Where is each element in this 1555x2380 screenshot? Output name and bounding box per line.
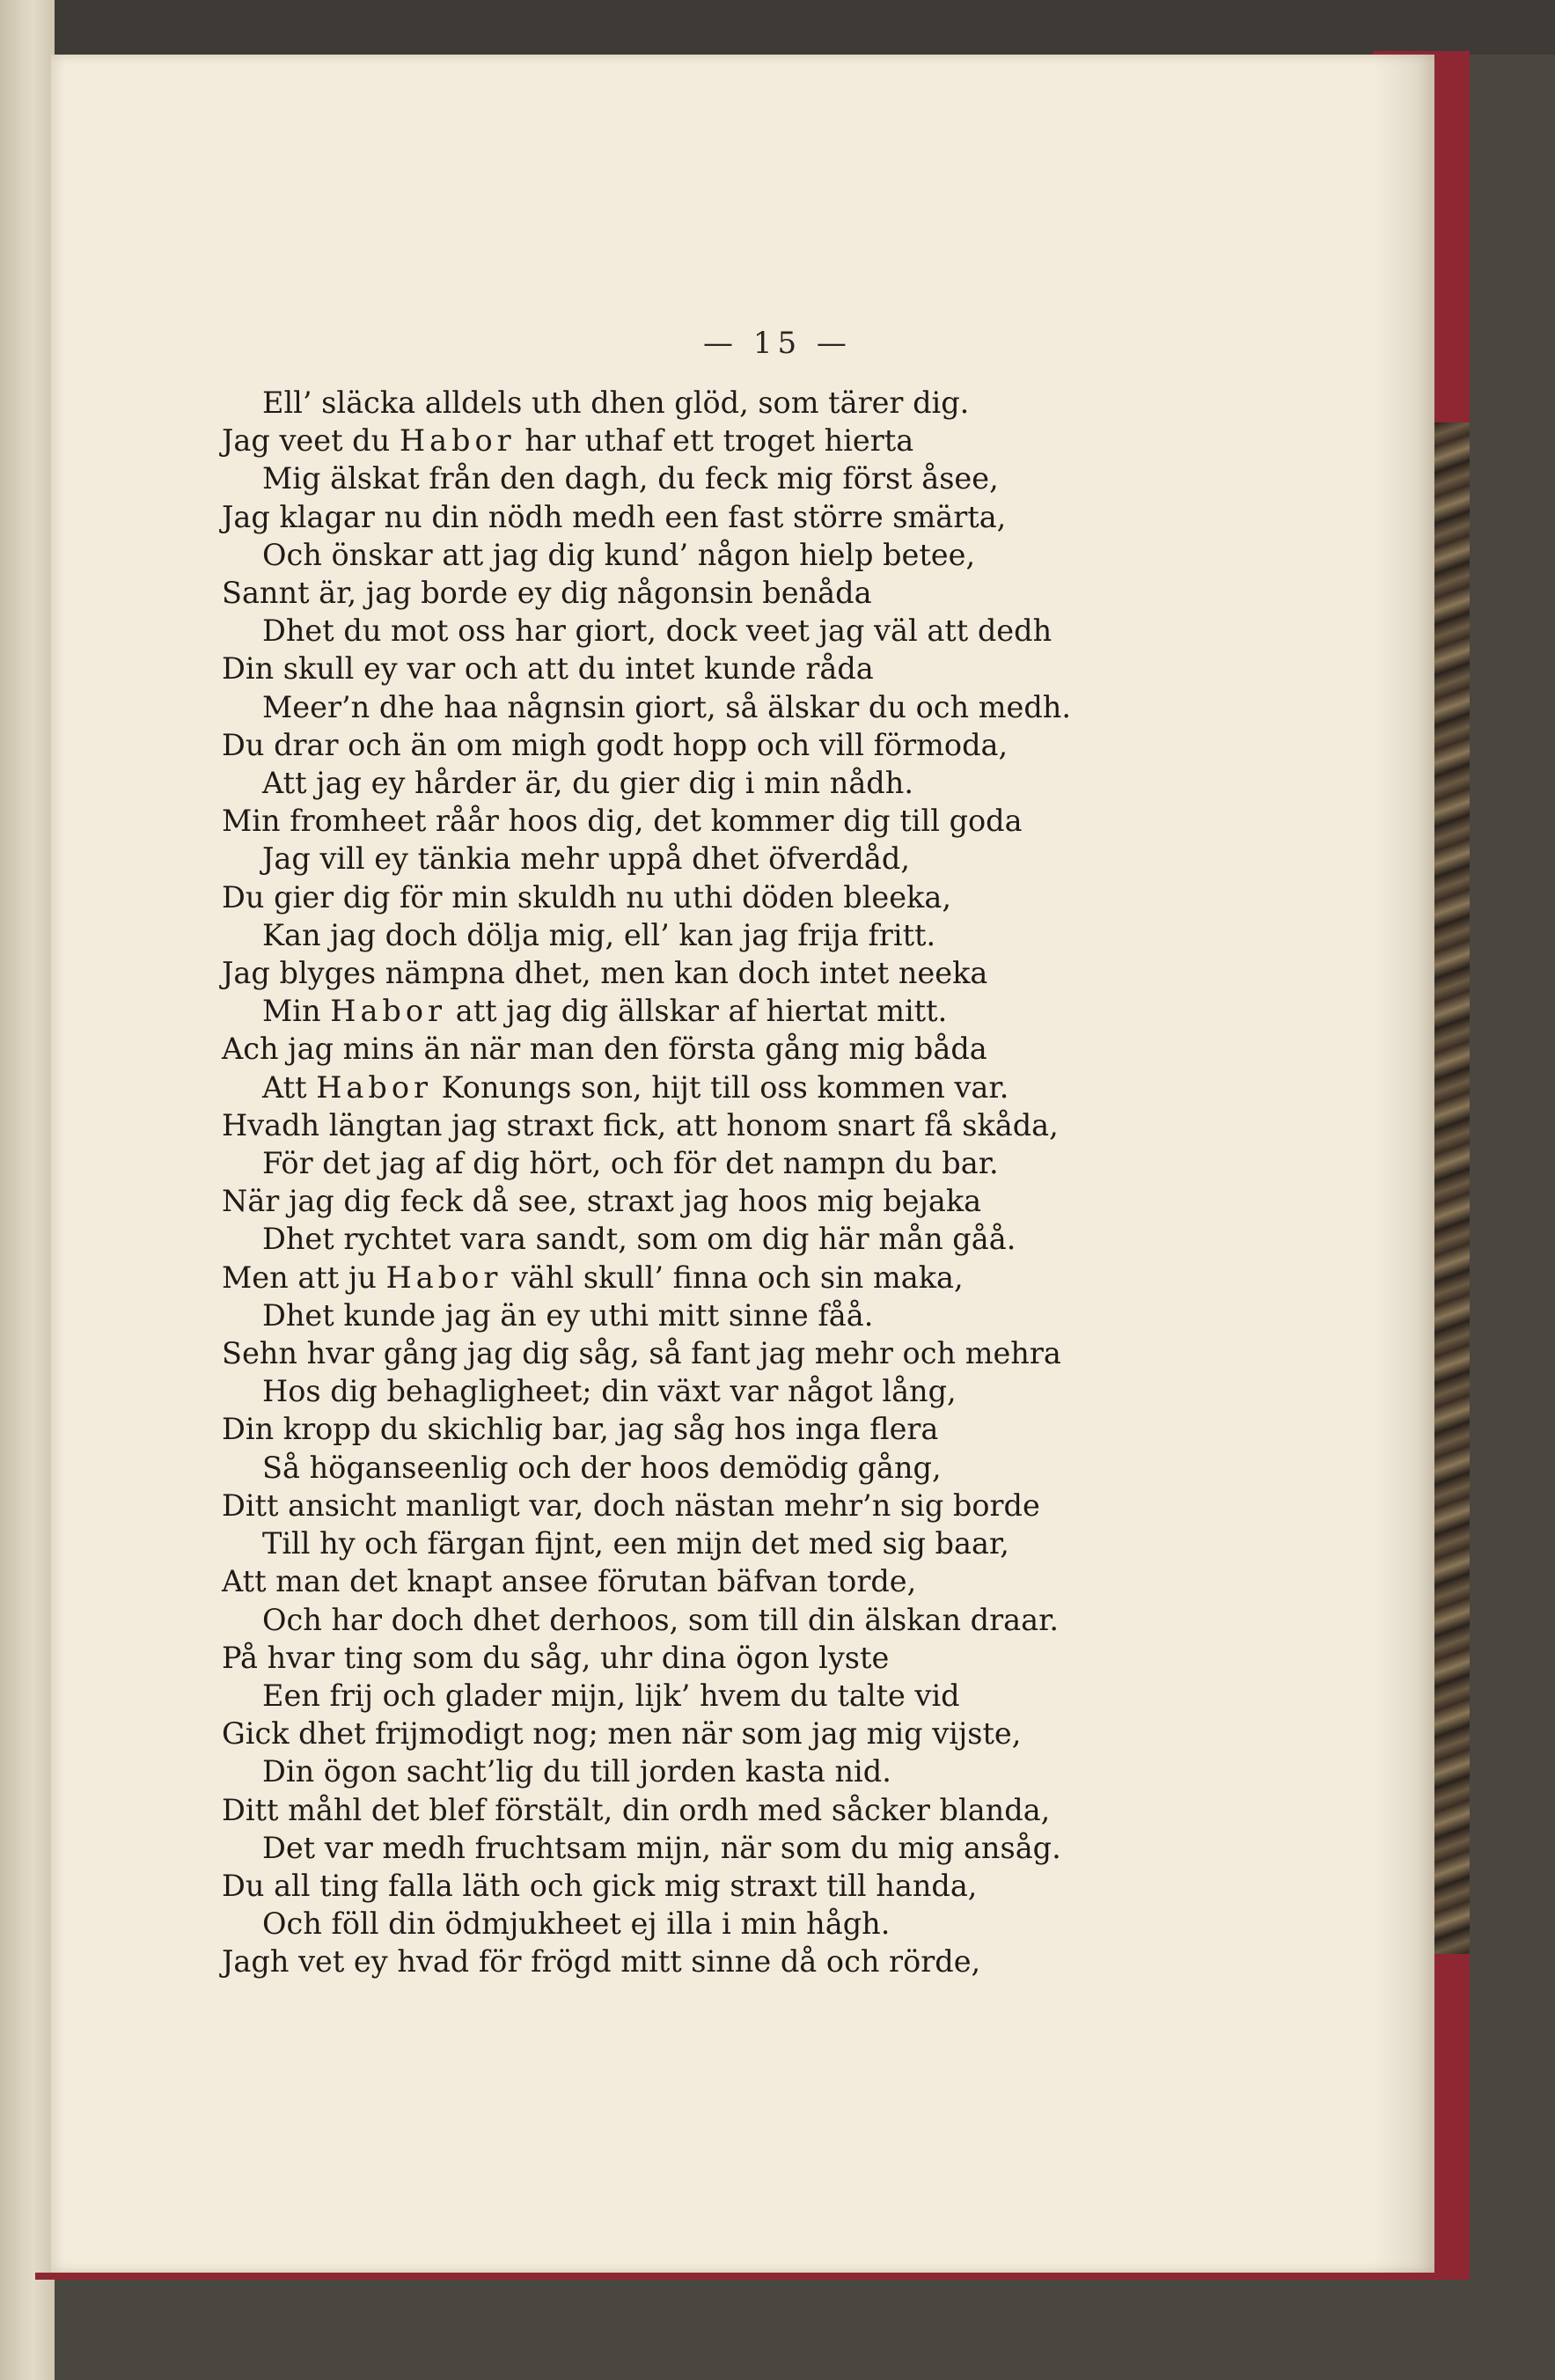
verse-text: Din kropp du skichlig bar, jag såg hos inga flera <box>222 1412 939 1447</box>
verse-text: Ell’ släcka alldels uth dhen glöd, som tärer dig. <box>262 386 970 420</box>
verse-text: Och har doch dhet derhoos, som till din älskan draar. <box>262 1602 1060 1637</box>
verse-text: Jag klagar nu din nödh medh een fast större smärta, <box>222 499 1007 534</box>
verse-line <box>222 1752 1366 1790</box>
verse-line <box>222 1144 1366 1182</box>
verse-line <box>222 1487 1366 1524</box>
verse-line <box>222 1943 1366 1980</box>
verse-text: Och önskar att jag dig kund’ någon hielp betee, <box>262 537 976 572</box>
verse-line <box>222 1372 1366 1410</box>
verse-line <box>222 574 1366 612</box>
page-number: — 15 — <box>703 326 852 361</box>
verse-line <box>222 1334 1366 1372</box>
verse-text: har uthaf ett troget hierta <box>515 423 914 459</box>
verse-text: Ditt måhl det blef förstält, din ordh med såcker blanda, <box>222 1792 1051 1827</box>
verse-text: Jag vill ey tänkia mehr uppå dhet öfverdåd, <box>262 841 910 877</box>
verse-line <box>222 1259 1366 1297</box>
verse-line <box>222 1639 1366 1677</box>
verse-line <box>222 992 1366 1030</box>
verse-line <box>222 954 1366 992</box>
verse-text: Jag blyges nämpna dhet, men kan doch intet neeka <box>222 956 988 991</box>
background-top <box>0 0 1555 55</box>
verse-line <box>222 1905 1366 1943</box>
verse-text: att jag dig ällskar af hiertat mitt. <box>446 994 948 1029</box>
verse-text: Meer’n dhe haa någnsin giort, så älskar du och medh. <box>262 689 1072 724</box>
verse-text: Dhet kunde jag än ey uthi mitt sinne fåå. <box>262 1297 874 1333</box>
verse-text: För det jag af dig hört, och för det nampn du bar. <box>262 1146 999 1181</box>
verse-text: Att man det knapt ansee förutan bäfvan torde, <box>222 1564 917 1599</box>
verse-line <box>222 1867 1366 1905</box>
verse-line <box>222 1106 1366 1144</box>
verse-text: Dhet rychtet vara sandt, som om dig här mån gåå. <box>262 1222 1016 1257</box>
verse-text: Att <box>262 1069 317 1105</box>
verse-text: Så höganseenlig och der hoos demödig gång, <box>262 1450 942 1485</box>
verse-line <box>222 1791 1366 1829</box>
verse-text: Att jag ey hårder är, du gier dig i min nådh. <box>262 766 913 801</box>
verse-line <box>222 612 1366 650</box>
verse-text: Ach jag mins än när man den första gång mig båda <box>222 1032 987 1067</box>
verse-line <box>222 1677 1366 1715</box>
verse-text: På hvar ting som du såg, uhr dina ögon lyste <box>222 1640 890 1675</box>
verse-text: Min <box>262 994 331 1029</box>
verse-line <box>222 1410 1366 1448</box>
verse-line <box>222 1524 1366 1562</box>
verse-text: Gick dhet frijmodigt nog; men när som jag mig vijste, <box>222 1716 1022 1752</box>
verse-text: Du all ting falla läth och gick mig straxt till handa, <box>222 1868 978 1903</box>
verse-line <box>222 1220 1366 1258</box>
verse-text: Hos dig behagligheet; din växt var något lång, <box>262 1374 957 1409</box>
cover-bottom-edge <box>35 2273 1470 2280</box>
verse-text: Ditt ansicht manligt var, doch nästan mehr’n sig borde <box>222 1488 1040 1523</box>
verse-text: Sannt är, jag borde ey dig någonsin benåda <box>222 576 872 611</box>
verse-text: Sehn hvar gång jag dig såg, så fant jag mehr och mehra <box>222 1336 1061 1371</box>
verse-text: Din skull ey var och att du intet kunde råda <box>222 651 874 687</box>
verse-line <box>222 1562 1366 1600</box>
verse-line <box>222 422 1366 459</box>
verse-text: Men att ju <box>222 1260 386 1295</box>
verse-line <box>222 764 1366 802</box>
verse-line <box>222 1601 1366 1639</box>
verse-text: Een frij och glader mijn, lijk’ hvem du talte vid <box>262 1678 960 1713</box>
verse-text: Mig älskat från den dagh, du feck mig först åsee, <box>262 461 999 496</box>
verse-line <box>222 1715 1366 1752</box>
verse-line <box>222 726 1366 764</box>
verse-text: Du gier dig för min skuldh nu uthi döden bleeka, <box>222 879 951 915</box>
verse-line <box>222 384 1366 422</box>
verse-text: Och föll din ödmjukheet ej illa i min hågh. <box>262 1906 891 1942</box>
verse-line <box>222 650 1366 687</box>
verse-line <box>222 459 1366 497</box>
verse-line <box>222 1829 1366 1867</box>
poem-text <box>222 384 1366 1981</box>
verse-text: Konungs son, hijt till oss kommen var. <box>432 1069 1009 1105</box>
verse-text: Jagh vet ey hvad för frögd mitt sinne då och rörde, <box>222 1944 981 1980</box>
verse-text: Till hy och färgan fijnt, een mijn det med sig baar, <box>262 1526 1009 1561</box>
name-habor: Habor <box>399 423 516 459</box>
verse-line <box>222 1449 1366 1487</box>
verse-line <box>222 1182 1366 1220</box>
verse-line <box>222 1297 1366 1334</box>
verse-line <box>222 802 1366 840</box>
name-habor: Habor <box>330 994 447 1029</box>
name-habor: Habor <box>316 1069 433 1105</box>
verse-text: Det var medh fruchtsam mijn, när som du mig ansåg. <box>262 1830 1061 1865</box>
verse-text: Kan jag doch dölja mig, ell’ kan jag frija fritt. <box>262 917 936 952</box>
verse-line <box>222 916 1366 954</box>
name-habor: Habor <box>385 1260 502 1295</box>
verse-line <box>222 878 1366 916</box>
verse-line <box>222 840 1366 878</box>
verse-text: Min fromheet råår hoos dig, det kommer dig till goda <box>222 804 1023 839</box>
verse-line <box>222 1069 1366 1106</box>
verse-line <box>222 498 1366 536</box>
page-gutter-shadow <box>1373 55 1434 2273</box>
verse-text: Du drar och än om migh godt hopp och vill förmoda, <box>222 727 1009 762</box>
verse-text: Din ögon sacht’lig du till jorden kasta nid. <box>262 1754 891 1789</box>
verse-line <box>222 688 1366 726</box>
verse-line <box>222 1030 1366 1068</box>
verse-text: Hvadh längtan jag straxt fick, att honom snart få skåda, <box>222 1107 1059 1142</box>
verse-text: Dhet du mot oss har giort, dock veet jag väl att dedh <box>262 613 1053 649</box>
verse-text: När jag dig feck då see, straxt jag hoos mig bejaka <box>222 1184 982 1219</box>
verse-line <box>222 536 1366 574</box>
marbled-endpaper <box>1434 422 1470 1954</box>
verse-text: vähl skull’ finna och sin maka, <box>502 1260 964 1295</box>
verse-text: Jag veet du <box>222 423 400 459</box>
